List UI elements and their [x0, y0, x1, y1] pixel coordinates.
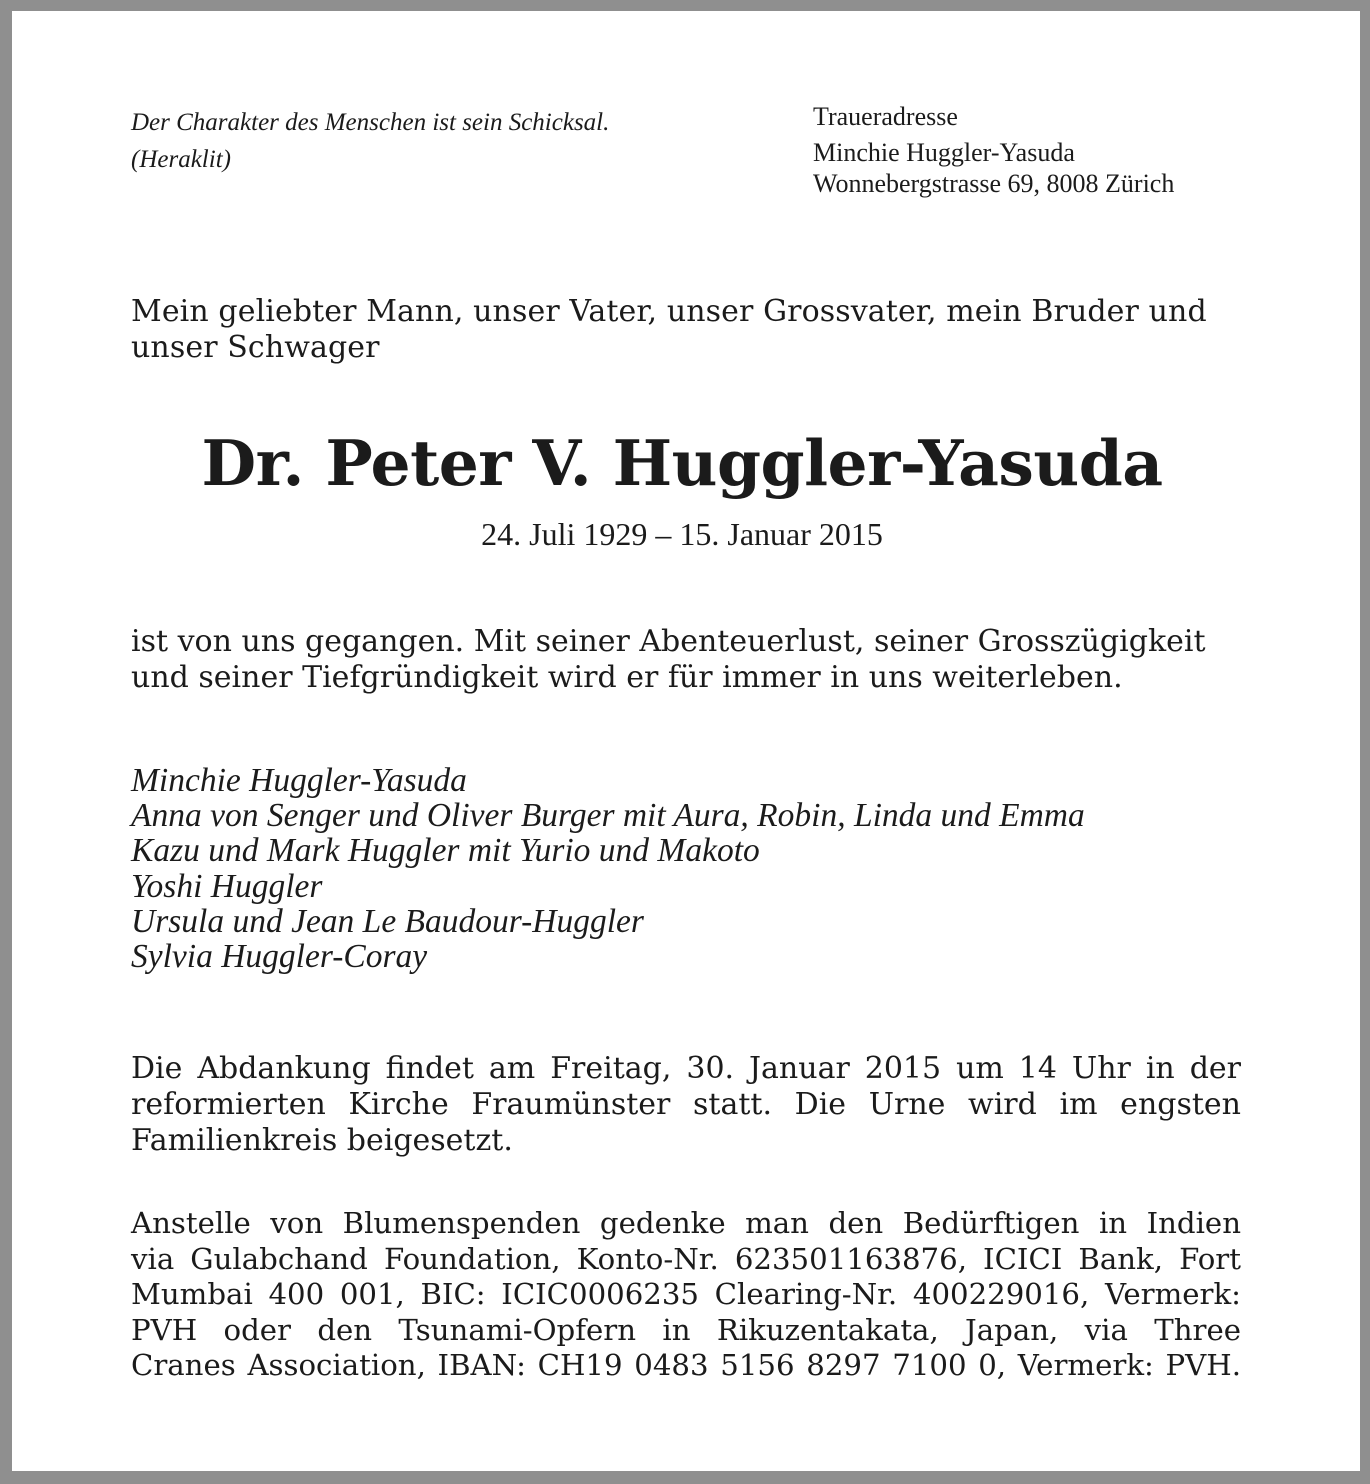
tribute-text: ist von uns gegangen. Mit seiner Abenteuerlust, seiner Grosszügigkeit und seiner Tiefgründigkeit wird er für immer in uns weiterleben. — [131, 624, 1206, 695]
address-label: Traueradresse — [813, 102, 958, 131]
mourner-line: Yoshi Huggler — [131, 867, 323, 905]
intro-text: Mein geliebter Mann, unser Vater, unser Grossvater, mein Bruder und unser Schwager — [131, 294, 1207, 365]
life-dates: 24. Juli 1929 – 15. Januar 2015 — [481, 516, 883, 552]
funeral-service-text: Die Abdankung findet am Freitag, 30. Januar 2015 um 14 Uhr in der reformierten Kirche Fraumünster statt. Die Urne wird im engsten Familienkreis beigesetzt. — [131, 1051, 1241, 1158]
quote-author: (Heraklit) — [131, 146, 231, 173]
deceased-name: Dr. Peter V. Huggler-Yasuda — [201, 426, 1163, 500]
donation-line: Mumbai 400 001, BIC: ICIC0006235 Clearing-Nr. 400229016, Vermerk: — [131, 1277, 1241, 1311]
mourning-address — [813, 101, 1283, 199]
mourner-line: Sylvia Huggler-Coray — [131, 938, 428, 976]
address-street: Wonnebergstrasse 69, 8008 Zürich — [813, 169, 1175, 198]
mourner-line: Minchie Huggler-Yasuda — [131, 762, 467, 799]
mourner-line: Anna von Senger und Oliver Burger mit Aura, Robin, Linda und Emma — [131, 797, 1085, 835]
address-name: Minchie Huggler-Yasuda — [813, 138, 1075, 167]
donation-line: PVH oder den Tsunami-Opfern in Rikuzentakata, Japan, via Three — [131, 1312, 1241, 1347]
quote-text: Der Charakter des Menschen ist sein Schicksal. — [131, 109, 610, 136]
donation-text — [131, 1206, 1241, 1384]
mourner-line: Ursula und Jean Le Baudour-Huggler — [131, 902, 644, 940]
donation-line: Cranes Association, IBAN: CH19 0483 5156 8297 7100 0, Vermerk: PVH. — [131, 1348, 1241, 1382]
obituary-page — [12, 11, 1360, 1471]
mourners-list — [131, 763, 1241, 974]
epigraph-quote — [131, 104, 751, 178]
donation-line: via Gulabchand Foundation, Konto-Nr. 623501163876, ICICI Bank, Fort — [131, 1241, 1241, 1276]
mourner-line: Kazu und Mark Huggler mit Yurio und Makoto — [131, 832, 760, 870]
donation-line: Anstelle von Blumenspenden gedenke man den Bedürftigen in Indien — [131, 1206, 1241, 1240]
